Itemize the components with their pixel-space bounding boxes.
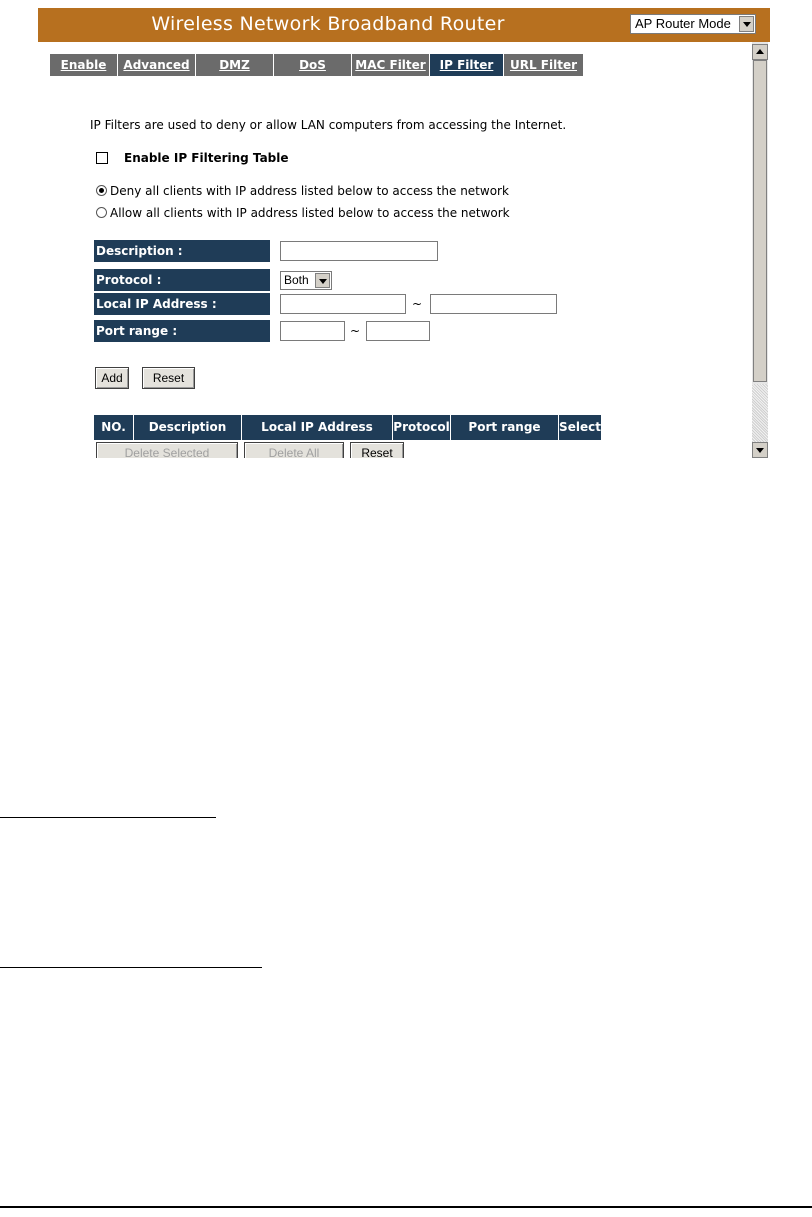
title-bar bbox=[38, 8, 770, 42]
table-header-description: Description bbox=[134, 415, 242, 440]
range-separator: ~ bbox=[412, 297, 423, 311]
chevron-down-icon[interactable] bbox=[739, 16, 754, 32]
scroll-down-icon[interactable] bbox=[752, 442, 768, 458]
delete-selected-button[interactable]: Delete Selected bbox=[96, 442, 238, 458]
radio-allow-row bbox=[96, 206, 510, 220]
protocol-label: Protocol : bbox=[94, 269, 270, 291]
tab-url-filter[interactable]: URL Filter bbox=[504, 54, 584, 76]
delete-all-button[interactable]: Delete All bbox=[244, 442, 344, 458]
chevron-down-icon[interactable] bbox=[315, 273, 330, 288]
description-input[interactable] bbox=[280, 241, 438, 261]
range-separator: ~ bbox=[350, 324, 361, 338]
local-ip-label: Local IP Address : bbox=[94, 293, 270, 315]
radio-allow-label: Allow all clients with IP address listed below to access the network bbox=[110, 206, 510, 220]
table-header-port-range: Port range bbox=[451, 415, 559, 440]
tab-dmz[interactable]: DMZ bbox=[196, 54, 274, 76]
tab-mac-filter[interactable]: MAC Filter bbox=[352, 54, 430, 76]
table-header-protocol: Protocol bbox=[393, 415, 451, 440]
radio-deny[interactable] bbox=[96, 185, 107, 196]
enable-ip-filtering-label: Enable IP Filtering Table bbox=[124, 151, 289, 165]
page-footer-rule bbox=[0, 1206, 812, 1208]
add-button[interactable]: Add bbox=[95, 367, 129, 389]
tab-ip-filter[interactable]: IP Filter bbox=[430, 54, 504, 76]
table-header-select: Select bbox=[559, 415, 602, 440]
intro-text: IP Filters are used to deny or allow LAN computers from accessing the Internet. bbox=[90, 118, 567, 132]
protocol-select-value: Both bbox=[284, 273, 309, 287]
port-range-label: Port range : bbox=[94, 320, 270, 342]
heading-underline bbox=[0, 967, 262, 968]
port-start-input[interactable] bbox=[280, 321, 345, 341]
mode-select[interactable] bbox=[630, 14, 756, 34]
tab-enable[interactable]: Enable bbox=[50, 54, 118, 76]
filter-table-header bbox=[94, 415, 602, 440]
table-header-no: NO. bbox=[94, 415, 134, 440]
delete-all-clip bbox=[244, 442, 344, 458]
local-ip-end-input[interactable] bbox=[430, 294, 557, 314]
table-reset-button[interactable]: Reset bbox=[350, 442, 404, 458]
port-end-input[interactable] bbox=[366, 321, 430, 341]
description-label: Description : bbox=[94, 240, 270, 262]
tab-advanced[interactable]: Advanced bbox=[118, 54, 196, 76]
scroll-thumb[interactable] bbox=[753, 60, 767, 382]
scroll-track[interactable] bbox=[752, 384, 768, 442]
table-header-local-ip: Local IP Address bbox=[242, 415, 393, 440]
heading-underline bbox=[0, 817, 216, 818]
reset-button[interactable]: Reset bbox=[142, 367, 195, 389]
tab-dos[interactable]: DoS bbox=[274, 54, 352, 76]
radio-deny-row bbox=[96, 184, 509, 198]
mode-select-value: AP Router Mode bbox=[635, 16, 731, 31]
delete-selected-clip bbox=[96, 442, 238, 458]
window-title: Wireless Network Broadband Router bbox=[151, 13, 505, 35]
router-admin-screenshot bbox=[38, 8, 770, 460]
tab-bar bbox=[50, 54, 584, 76]
enable-ip-filtering-checkbox[interactable] bbox=[96, 152, 108, 164]
scroll-up-icon[interactable] bbox=[752, 44, 768, 60]
radio-deny-label: Deny all clients with IP address listed below to access the network bbox=[110, 184, 509, 198]
radio-allow[interactable] bbox=[96, 207, 107, 218]
local-ip-start-input[interactable] bbox=[280, 294, 406, 314]
protocol-select[interactable] bbox=[280, 271, 332, 290]
table-reset-clip bbox=[350, 442, 404, 458]
vertical-scrollbar[interactable] bbox=[752, 42, 768, 458]
